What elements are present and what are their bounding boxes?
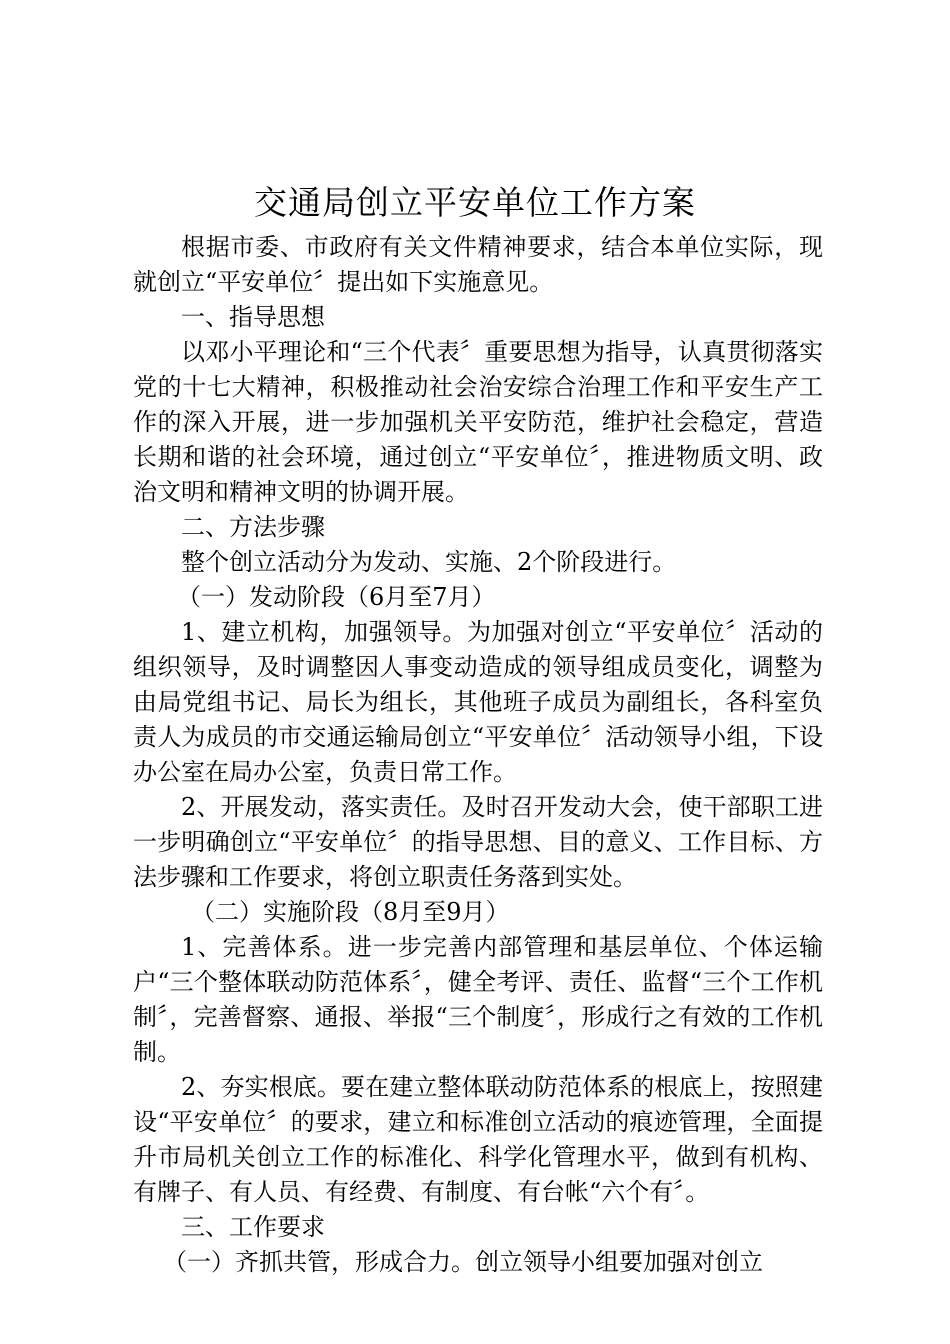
document-body [133,230,823,1280]
requirement-item-1: （一）齐抓共管，形成合力。创立领导小组要加强对创立 [163,1248,763,1276]
section-heading-methods-steps: 二、方法步骤 [181,513,325,541]
implementation-item-2: 2、夯实根底。要在建立整体联动防范体系的根底上，按照建设“平安单位〞的要求，建立和标准创立活动的痕迹管理，全面提升市局机关创立工作的标准化、科学化管理水平，做到有机构、有牌子、有人员、有经费、有制度、有台帐“六个有〞。 [133,1073,823,1206]
section-heading-guiding-ideology: 一、指导思想 [181,303,325,331]
subheading-implementation-stage: （二）实施阶段（8月至9月） [191,898,510,926]
subheading-mobilization-stage: （一）发动阶段（6月至7月） [177,583,496,611]
stages-overview-paragraph: 整个创立活动分为发动、实施、2个阶段进行。 [181,548,677,576]
implementation-item-1: 1、完善体系。进一步完善内部管理和基层单位、个体运输户“三个整体联动防范体系〞，健全考评、责任、监督“三个工作机制〞，完善督察、通报、举报“三个制度〞，形成行之有效的工作机制。 [133,933,823,1066]
section-heading-work-requirements: 三、工作要求 [181,1213,325,1241]
document-title: 交通局创立平安单位工作方案 [254,183,696,222]
mobilization-item-2: 2、开展发动，落实责任。及时召开发动大会，使干部职工进一步明确创立“平安单位〞的指导思想、目的意义、工作目标、方法步骤和工作要求，将创立职责任务落到实处。 [133,793,823,891]
guiding-ideology-paragraph: 以邓小平理论和“三个代表〞重要思想为指导，认真贯彻落实党的十七大精神，积极推动社会治安综合治理工作和平安生产工作的深入开展，进一步加强机关平安防范，维护社会稳定，营造长期和谐的社会环境，通过创立“平安单位〞，推进物质文明、政治文明和精神文明的协调开展。 [133,338,823,506]
intro-paragraph: 根据市委、市政府有关文件精神要求，结合本单位实际，现就创立“平安单位〞提出如下实施意见。 [133,233,823,296]
mobilization-item-1: 1、建立机构，加强领导。为加强对创立“平安单位〞活动的组织领导，及时调整因人事变动造成的领导组成员变化，调整为由局党组书记、局长为组长，其他班子成员为副组长，各科室负责人为成员的市交通运输局创立“平安单位〞活动领导小组，下设办公室在局办公室，负责日常工作。 [133,618,823,786]
